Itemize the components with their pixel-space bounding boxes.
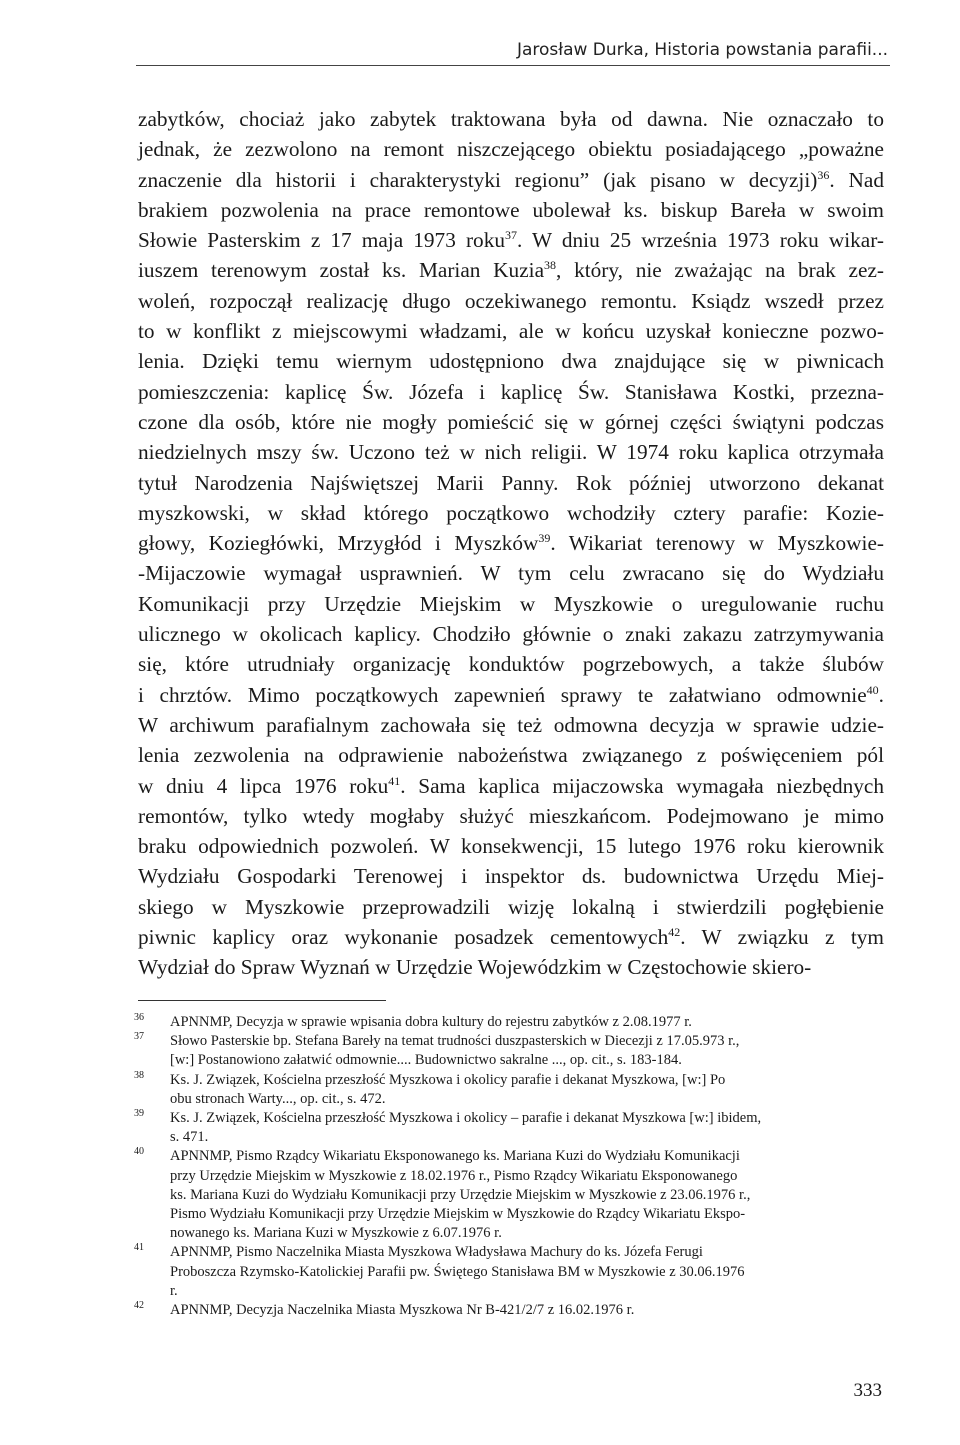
footnote-line: Słowo Pasterskie bp. Stefana Bareły na temat trudności duszpasterskich w Diecezji z 17.05.973 r., [170, 1033, 740, 1050]
text-line: woleń, rozpoczął realizację długo oczekiwanego remontu. Ksiądz wszedł przez [138, 288, 884, 313]
header-rule [136, 65, 890, 66]
text-line: Komunikacji przy Urzędzie Miejskim w Myszkowie o uregulowanie ruchu [138, 591, 884, 616]
text-line: się, które utrudniały organizację konduktów pogrzebowych, a także ślubów [138, 652, 884, 677]
footnote-line: [w:] Postanowiono załatwić odmownie.... Budownictwo sakralne ..., op. cit., s. 183-184. [170, 1052, 682, 1069]
footnote-line: przy Urzędzie Miejskim w Myszkowie z 18.02.1976 r., Pismo Rządcy Wikariatu Eksponowanego [170, 1167, 738, 1184]
text-line: Wydziału Gospodarki Terenowej i inspektor ds. budownictwa Urzędu Miej- [138, 864, 884, 889]
text-line: Wydział do Spraw Wyznań w Urzędzie Wojewódzkim w Częstochowie skiero- [138, 955, 812, 980]
page-number: 333 [853, 1380, 882, 1401]
text-line: i chrztów. Mimo początkowych zapewnień sprawy te załatwiano odmownie$^{40}$. [138, 682, 884, 707]
text-line: głowy, Koziegłówki, Mrzygłód i Myszków$^{39}$. Wikariat terenowy w Myszkowie- [138, 531, 884, 556]
footnote-line: nowanego ks. Mariana Kuzi w Myszkowie z 6.07.1976 r. [170, 1225, 502, 1242]
text-line: W archiwum parafialnym zachowała się też odmowna decyzja w sprawie udzie- [138, 712, 884, 737]
footnote-line: Ks. J. Związek, Kościelna przeszłość Myszkowa i okolicy parafie i dekanat Myszkowa, [w:] Po [170, 1071, 726, 1088]
text-line: remontów, tylko wtedy mogłaby służyć mieszkańcom. Podejmowano je mimo [138, 803, 884, 828]
footnote-number: 42 [134, 1300, 144, 1312]
footnote-line: APNNMP, Pismo Naczelnika Miasta Myszkowa Władysława Machury do ks. Józefa Ferugi [170, 1244, 703, 1261]
text-line: -Mijaczowie wymagał usprawnień. W tym celu zwracano się do Wydziału [138, 561, 884, 586]
text-line: tytuł Narodzenia Najświętszej Marii Panny. Rok później utworzono dekanat [138, 470, 884, 495]
footnote [134, 1012, 884, 1032]
footnote-line: APNNMP, Pismo Rządcy Wikariatu Eksponowanego ks. Mariana Kuzi do Wydziału Komunikacji [170, 1148, 740, 1165]
footnote-line: r. [170, 1282, 178, 1299]
footnote [134, 1069, 884, 1109]
text-line: Słowie Pasterskim z 17 maja 1973 roku$^{37}$. W dniu 25 września 1973 roku wikar- [138, 228, 884, 253]
text-line: to w konflikt z miejscowymi władzami, ale w końcu uzyskał konieczne pozwo- [138, 319, 884, 344]
footnote [134, 1108, 884, 1147]
footnote-line: s. 471. [170, 1129, 209, 1146]
text-line: czone dla osób, które nie mogły pomieścić się w górnej części świątyni podczas [138, 409, 884, 434]
text-line: znaczenie dla historii i charakterystyki regionu” (jak pisano w decyzji)$^{36}$. Nad [138, 167, 884, 192]
footnote-number: 36 [134, 1012, 144, 1023]
footnote-number: 39 [134, 1108, 144, 1120]
footnote-number: 37 [134, 1031, 144, 1043]
text-line: braku odpowiednich pozwoleń. W konsekwencji, 15 lutego 1976 roku kierownik [138, 834, 884, 859]
footnote [134, 1031, 884, 1070]
footnote-line: APNNMP, Decyzja w sprawie wpisania dobra kultury do rejestru zabytków z 2.08.1977 r. [170, 1014, 692, 1030]
footnotes [134, 1012, 884, 1320]
main-text [138, 104, 884, 983]
text-line: niedzielnych mszy św. Uczono też w nich religii. W 1974 roku kaplica otrzymała [138, 440, 884, 465]
footnote-line: Ks. J. Związek, Kościelna przeszłość Myszkowa i okolicy – parafie i dekanat Myszkowa [w:] ibidem, [170, 1110, 762, 1127]
footnote-number: 38 [134, 1069, 144, 1081]
footnote-line: ks. Mariana Kuzi do Wydziału Komunikacji przy Urzędzie Miejskim w Myszkowie z 23.06.1976 r., [170, 1186, 751, 1203]
footnote [134, 1146, 884, 1243]
footnote-line: Proboszcza Rzymsko-Katolickiej Parafii pw. Świętego Stanisława BM w Myszkowie z 30.06.1976 [170, 1263, 745, 1280]
text-line: lenia. Dzięki temu wiernym udostępniono dwa znajdujące się w piwnicach [138, 349, 884, 374]
text-line: pomieszczenia: kaplicę Św. Józefa i kaplicę Św. Stanisława Kostki, przezna- [138, 379, 884, 404]
text-line: piwnic kaplicy oraz wykonanie posadzek cementowych$^{42}$. W związku z tym [138, 924, 884, 950]
text-line: w dniu 4 lipca 1976 roku$^{41}$. Sama kaplica mijaczowska wymagała niezbędnych [138, 773, 884, 798]
footnote-rule [138, 1000, 386, 1001]
text-line: zabytków, chociaż jako zabytek traktowana była od dawna. Nie oznaczało to [138, 107, 884, 131]
text-line: myszkowski, w skład którego początkowo wchodziły cztery parafie: Kozie- [138, 500, 884, 525]
text-line: brakiem pozwolenia na prace remontowe ubolewał ks. biskup Bareła w swoim [138, 197, 884, 222]
text-line: jednak, że zezwolono na remont niszczejącego obiektu posiadającego „poważne [138, 137, 884, 162]
running-header: Jarosław Durka, Historia powstania parafii... [516, 40, 888, 60]
text-line: lenia zezwolenia na odprawienie nabożeństwa związanego z poświęceniem pól [138, 743, 884, 768]
footnote [134, 1300, 884, 1320]
text-line: iuszem terenowym został ks. Marian Kuzia$^{38}$, który, nie zważając na brak zez- [138, 258, 884, 283]
footnote [134, 1242, 884, 1301]
footnote-line: obu stronach Warty..., op. cit., s. 472. [170, 1090, 386, 1107]
text-line: skiego w Myszkowie przeprowadzili wizję lokalną i stwierdzili pogłębienie [138, 894, 884, 919]
footnote-line: Pismo Wydziału Komunikacji przy Urzędzie Miejskim w Myszkowie do Rządcy Wikariatu Ekspo- [170, 1206, 746, 1223]
footnote-number: 40 [134, 1146, 144, 1158]
text-line: ulicznego w okolicach kaplicy. Chodziło głównie o znaki zakazu zatrzymywania [138, 622, 884, 647]
footnote-number: 41 [134, 1242, 144, 1254]
footnote-line: APNNMP, Decyzja Naczelnika Miasta Myszkowa Nr B-421/2/7 z 16.02.1976 r. [170, 1302, 635, 1319]
